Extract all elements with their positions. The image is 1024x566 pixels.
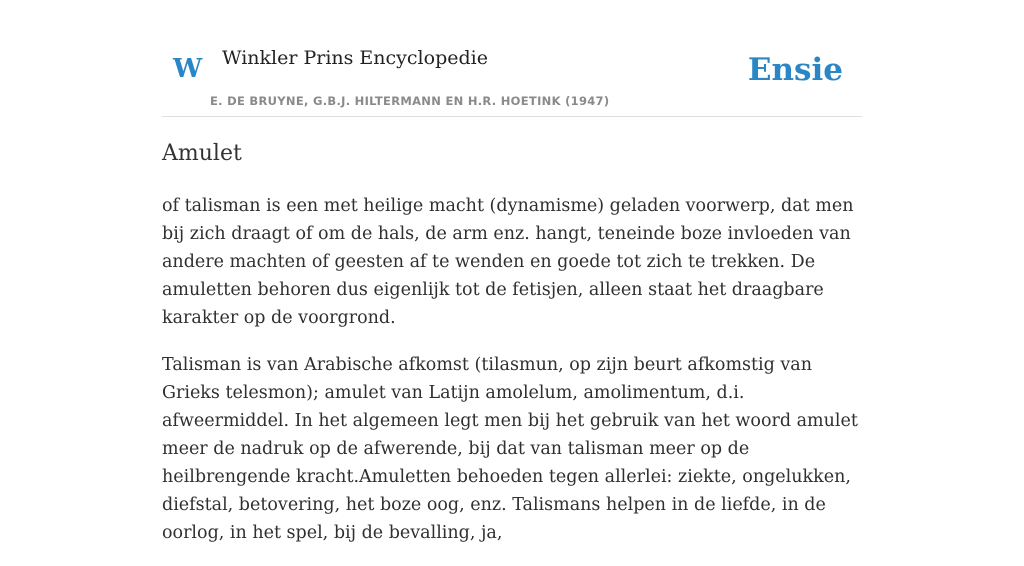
article-paragraph: Talisman is van Arabische afkomst (tilasmun, op zijn beurt afkomstig van Grieks telesmon); amulet van Latijn amolelum, amolimentum, d.i. afweermiddel. In het algemeen legt men bij het gebruik van het woord amulet meer de nadruk op de afwerende, bij dat van talisman meer op de heilbrengende kracht.Amuletten behoeden tegen allerlei: ziekte, ongelukken, diefstal, betovering, het boze oog, enz. Talismans helpen in de liefde, in de oorlog, in het spel, bij de bevalling, ja, (162, 355, 858, 543)
ensie-logo-link[interactable]: Ensie (747, 52, 843, 88)
article-body (162, 192, 862, 566)
article-title: Amulet (162, 141, 242, 166)
winkler-prins-logo[interactable]: W (173, 54, 203, 84)
encyclopedia-title[interactable]: Winkler Prins Encyclopedie (222, 47, 488, 69)
encyclopedia-header (162, 0, 862, 117)
encyclopedia-authors: E. DE BRUYNE, G.B.J. HILTERMANN EN H.R. HOETINK (1947) (210, 94, 610, 108)
article-paragraph: of talisman is een met heilige macht (dynamisme) geladen voorwerp, dat men bij zich draagt of om de hals, de arm enz. hangt, teneinde boze invloeden van andere machten of geesten af te wenden en goede tot zich te trekken. De amuletten behoren dus eigenlijk tot de fetisjen, alleen staat het draagbare karakter op de voorgrond. (162, 196, 854, 328)
page (162, 0, 862, 543)
